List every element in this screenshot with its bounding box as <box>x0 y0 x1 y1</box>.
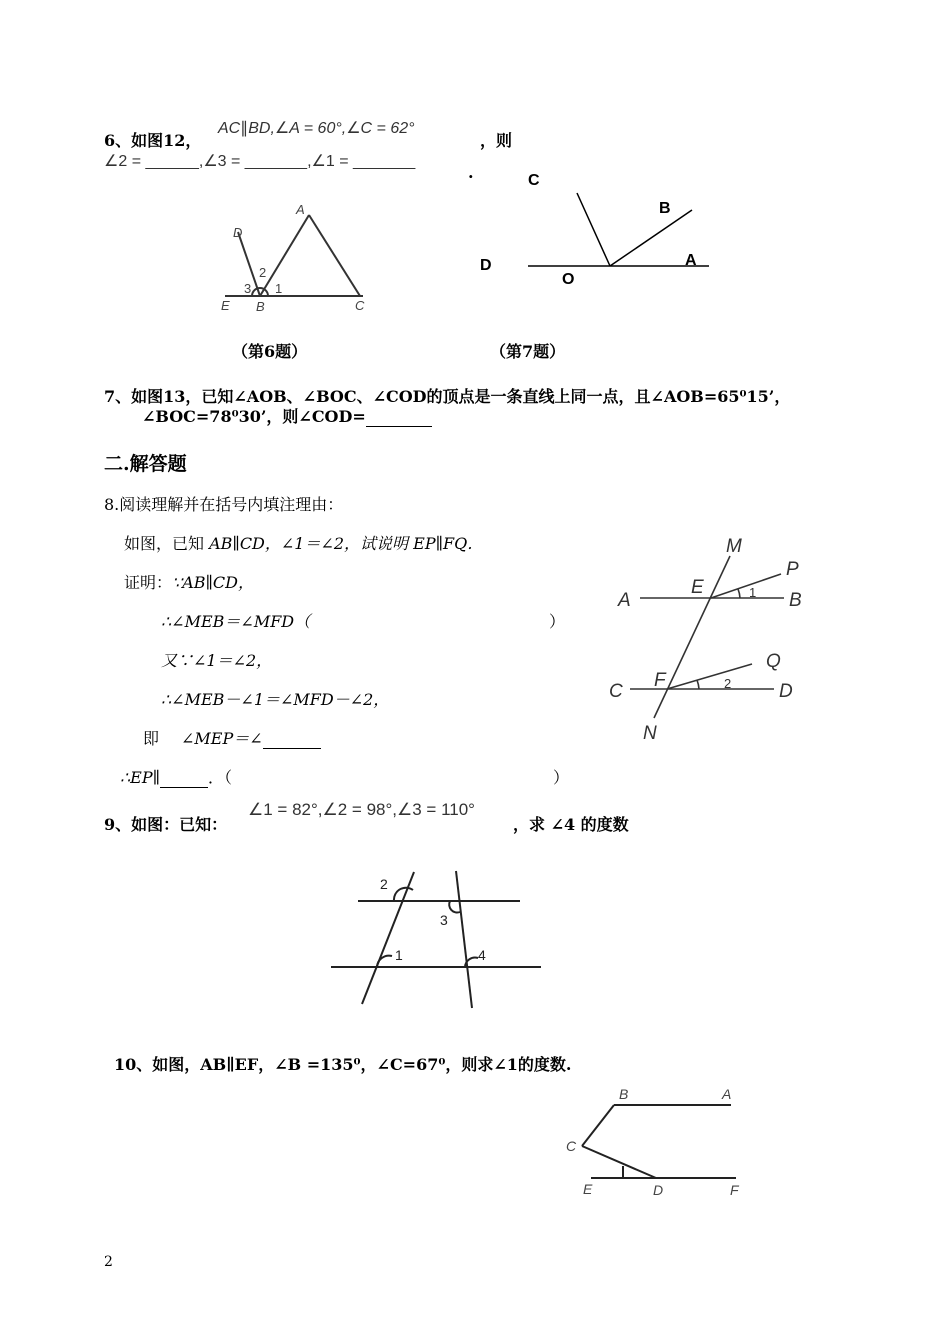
label-a: A <box>618 590 631 611</box>
q8-step4: ∴∠MEB－∠1＝∠MFD－∠2， <box>161 690 390 709</box>
label-c: C <box>355 298 365 313</box>
label-3: 3 <box>244 281 252 296</box>
q6-period: . <box>468 163 474 182</box>
label-f: F <box>654 670 666 691</box>
q8-step5-text: ∠MEP＝∠ <box>181 729 263 748</box>
label-1: 1 <box>749 585 757 600</box>
q6-suffix: ，则 <box>480 131 513 150</box>
q6-prefix: 6、如图12， <box>104 131 202 150</box>
page-number: 2 <box>104 1254 113 1270</box>
label-d: D <box>653 1182 664 1198</box>
q8-step2: ∴∠MEB＝∠MFD（ <box>161 612 311 631</box>
label-4: 4 <box>478 947 486 963</box>
label-2: 2 <box>259 265 267 280</box>
q9-condition: ∠1 = 82°,∠2 = 98°,∠3 = 110° <box>248 800 475 819</box>
section-2-title: 二.解答题 <box>104 453 187 475</box>
q6-condition: AC∥BD,∠A = 60°,∠C = 62° <box>218 120 415 137</box>
label-a: A <box>296 202 305 217</box>
label-c: C <box>566 1138 577 1154</box>
q8-given-goal: EP∥FQ． <box>413 534 484 553</box>
label-m: M <box>726 536 742 557</box>
q8-step2-close: ） <box>549 612 566 631</box>
label-1: 1 <box>395 947 403 963</box>
label-3: 3 <box>440 912 448 928</box>
label-d: D <box>779 681 793 702</box>
label-2: 2 <box>380 876 388 892</box>
label-c: C <box>609 681 623 702</box>
q8-step3: 又∵∠1＝∠2， <box>161 651 273 670</box>
q8-intro: 8.阅读理解并在括号内填注理由： <box>104 495 344 514</box>
label-b: B <box>789 590 802 611</box>
label-p: P <box>786 559 799 580</box>
label-o: O <box>562 271 575 288</box>
label-b: B <box>619 1086 629 1102</box>
q8-given-prefix: 如图，已知 <box>124 534 205 553</box>
q10-text: 10、如图，AB∥EF，∠B =135⁰，∠C=67⁰，则求∠1的度数. <box>114 1055 572 1074</box>
q6-figure-caption: （第6题） <box>232 342 308 361</box>
label-1: 1 <box>275 281 283 296</box>
q8-step6-text: ∴EP∥ <box>120 768 161 787</box>
label-f: F <box>730 1182 739 1198</box>
label-c: C <box>528 172 540 189</box>
q6-answer-blanks: ∠2 = ______,∠3 = _______,∠1 = _______ <box>104 153 416 170</box>
q8-step6-tail: ．（ <box>208 768 233 787</box>
label-e: E <box>691 577 704 598</box>
segment-bc <box>582 1105 614 1146</box>
label-e: E <box>583 1181 593 1197</box>
segment-cd <box>582 1146 656 1178</box>
label-d: D <box>480 257 492 274</box>
q8-given-condition: AB∥CD，∠1＝∠2，试说明 <box>209 534 409 553</box>
label-n: N <box>643 723 657 744</box>
label-2: 2 <box>724 676 732 691</box>
q7-line2-text: ∠BOC=78⁰30’，则∠COD= <box>142 407 366 426</box>
q7-line1: 7、如图13，已知∠AOB、∠BOC、∠COD的顶点是一条直线上同一点，且∠AOB=65⁰15’， <box>104 387 791 406</box>
q8-step5-prefix: 即 <box>143 729 160 748</box>
label-q: Q <box>766 651 781 672</box>
q9-suffix: ，求 ∠4 的度数 <box>513 815 629 834</box>
label-a: A <box>685 252 697 269</box>
label-e: E <box>221 298 230 313</box>
q8-step6-close: ） <box>553 768 570 787</box>
label-b: B <box>659 200 671 217</box>
label-d: D <box>233 225 243 240</box>
q7-figure-caption: （第7题） <box>490 342 566 361</box>
label-a: A <box>722 1086 732 1102</box>
q8-step1: ∵AB∥CD， <box>172 573 254 592</box>
q9-prefix: 9、如图：已知： <box>104 815 228 834</box>
label-b: B <box>256 299 265 314</box>
q8-proof-label: 证明： <box>124 573 173 592</box>
